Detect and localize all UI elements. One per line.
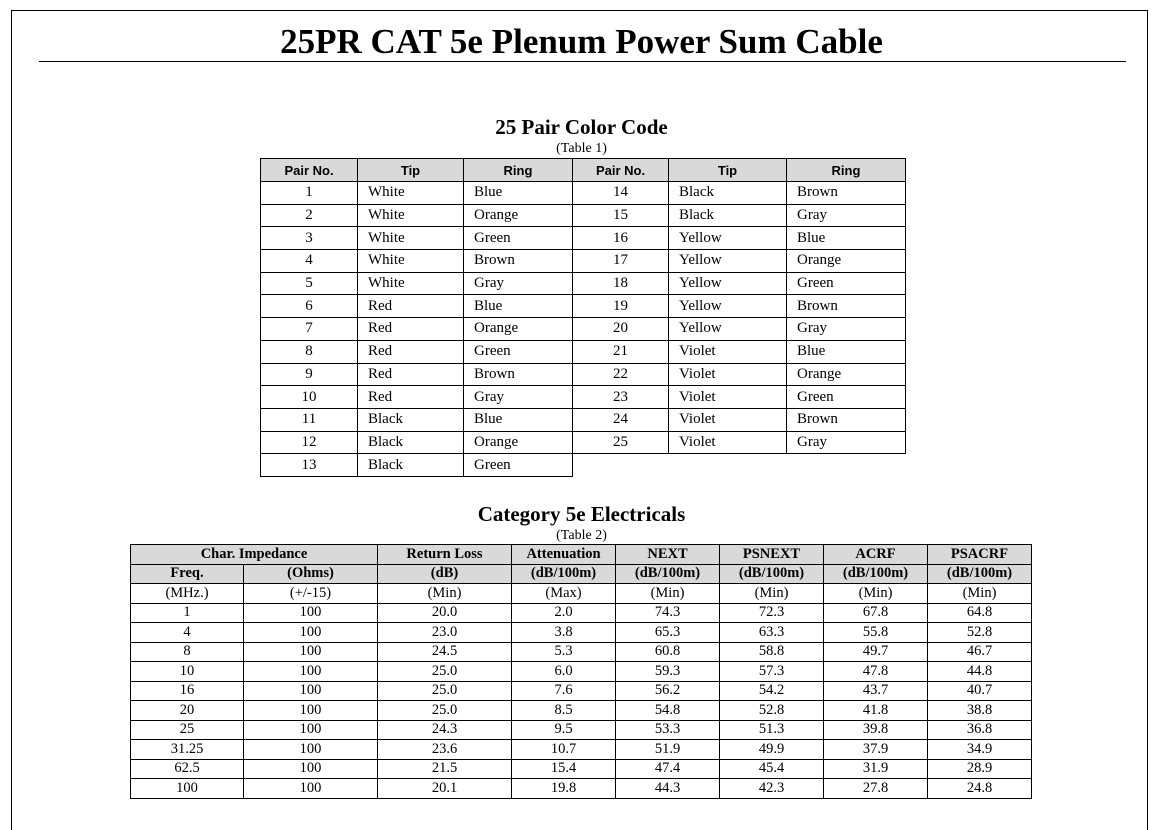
header-ring: Ring (787, 159, 906, 182)
pair-number: 11 (261, 408, 358, 431)
color-code-subtitle: (Table 1) (556, 141, 607, 156)
table-row (261, 295, 906, 318)
unit-header: (dB/100m) (616, 564, 720, 584)
empty-cell (573, 454, 669, 477)
ring-color: Orange (464, 204, 573, 227)
table-cell: 24.3 (378, 720, 512, 740)
table-cell: 31.9 (824, 759, 928, 779)
table-cell: 49.7 (824, 642, 928, 662)
unit-header: (dB) (378, 564, 512, 584)
ring-color: Blue (464, 295, 573, 318)
table-cell: 100 (244, 662, 378, 682)
table-cell: 54.8 (616, 701, 720, 721)
pair-number: 2 (261, 204, 358, 227)
table-cell: 39.8 (824, 720, 928, 740)
table-cell: 15.4 (512, 759, 616, 779)
table-cell: 41.8 (824, 701, 928, 721)
tip-color: Violet (669, 431, 787, 454)
ring-color: Brown (464, 363, 573, 386)
header-tip: Tip (358, 159, 464, 182)
header-ring: Ring (464, 159, 573, 182)
table-cell: 72.3 (720, 603, 824, 623)
table-cell: 52.8 (720, 701, 824, 721)
table-cell: 100 (131, 779, 244, 799)
ring-color: Orange (464, 318, 573, 341)
table-cell: 4 (131, 623, 244, 643)
header-acrf: ACRF (824, 545, 928, 565)
tip-color: Red (358, 295, 464, 318)
table-cell: 27.8 (824, 779, 928, 799)
ring-color: Green (787, 386, 906, 409)
tip-color: Red (358, 318, 464, 341)
unit-header: Freq. (131, 564, 244, 584)
pair-number: 16 (573, 227, 669, 250)
table-cell: 45.4 (720, 759, 824, 779)
table-cell: 2.0 (512, 603, 616, 623)
table-cell: 37.9 (824, 740, 928, 760)
table-cell: 65.3 (616, 623, 720, 643)
unit-header: (dB/100m) (928, 564, 1032, 584)
document-title: 25PR CAT 5e Plenum Power Sum Cable (280, 22, 883, 61)
header-pair-no: Pair No. (573, 159, 669, 182)
ring-color: Orange (464, 431, 573, 454)
header-tip: Tip (669, 159, 787, 182)
ring-color: Green (464, 454, 573, 477)
table-cell: 23.0 (378, 623, 512, 643)
table-cell: 62.5 (131, 759, 244, 779)
table-row (131, 623, 1032, 643)
table-row (131, 759, 1032, 779)
header-pair-no: Pair No. (261, 159, 358, 182)
tip-color: Yellow (669, 272, 787, 295)
table-cell: 56.2 (616, 681, 720, 701)
table-cell: 9.5 (512, 720, 616, 740)
table-cell: 10.7 (512, 740, 616, 760)
ring-color: Gray (787, 204, 906, 227)
ring-color: Blue (787, 340, 906, 363)
table-cell: 38.8 (928, 701, 1032, 721)
tip-color: Black (358, 454, 464, 477)
table-cell: 23.6 (378, 740, 512, 760)
tip-color: White (358, 272, 464, 295)
qualifier-cell: (Min) (824, 584, 928, 604)
qualifier-cell: (Min) (928, 584, 1032, 604)
table-row (261, 386, 906, 409)
tip-color: Black (669, 204, 787, 227)
table-cell: 19.8 (512, 779, 616, 799)
tip-color: Yellow (669, 227, 787, 250)
unit-header: (dB/100m) (512, 564, 616, 584)
table-row (131, 740, 1032, 760)
table-cell: 40.7 (928, 681, 1032, 701)
pair-number: 6 (261, 295, 358, 318)
table-row (131, 642, 1032, 662)
header-psacrf: PSACRF (928, 545, 1032, 565)
pair-number: 5 (261, 272, 358, 295)
pair-number: 12 (261, 431, 358, 454)
pair-number: 22 (573, 363, 669, 386)
table-cell: 34.9 (928, 740, 1032, 760)
empty-cell (669, 454, 787, 477)
table-cell: 51.9 (616, 740, 720, 760)
title-divider (39, 61, 1126, 62)
table-cell: 31.25 (131, 740, 244, 760)
ring-color: Gray (787, 318, 906, 341)
table-cell: 100 (244, 623, 378, 643)
color-code-table (260, 158, 906, 477)
table-row (261, 408, 906, 431)
pair-number: 17 (573, 250, 669, 273)
table-row (131, 681, 1032, 701)
unit-header: (Ohms) (244, 564, 378, 584)
tip-color: Yellow (669, 318, 787, 341)
table-cell: 47.8 (824, 662, 928, 682)
table-row (261, 431, 906, 454)
pair-number: 13 (261, 454, 358, 477)
header-return-loss: Return Loss (378, 545, 512, 565)
ring-color: Brown (787, 295, 906, 318)
qualifier-cell: (+/-15) (244, 584, 378, 604)
table-cell: 55.8 (824, 623, 928, 643)
table-cell: 46.7 (928, 642, 1032, 662)
table-cell: 100 (244, 720, 378, 740)
header-attenuation: Attenuation (512, 545, 616, 565)
table-cell: 25 (131, 720, 244, 740)
table-cell: 59.3 (616, 662, 720, 682)
table-cell: 100 (244, 740, 378, 760)
table-row (131, 662, 1032, 682)
pair-number: 25 (573, 431, 669, 454)
ring-color: Brown (787, 408, 906, 431)
electricals-title: Category 5e Electricals (477, 502, 686, 526)
table-row (131, 603, 1032, 623)
unit-header: (dB/100m) (720, 564, 824, 584)
pair-number: 14 (573, 182, 669, 205)
header-psnext: PSNEXT (720, 545, 824, 565)
table-cell: 54.2 (720, 681, 824, 701)
pair-number: 3 (261, 227, 358, 250)
header-char-impedance: Char. Impedance (131, 545, 378, 565)
pair-number: 19 (573, 295, 669, 318)
tip-color: White (358, 182, 464, 205)
table-row (261, 182, 906, 205)
electricals-header-row (131, 545, 1032, 565)
table-cell: 20.1 (378, 779, 512, 799)
table-row (131, 701, 1032, 721)
table-cell: 64.8 (928, 603, 1032, 623)
tip-color: Violet (669, 340, 787, 363)
table-cell: 7.6 (512, 681, 616, 701)
table-cell: 51.3 (720, 720, 824, 740)
tip-color: Yellow (669, 295, 787, 318)
ring-color: Orange (787, 250, 906, 273)
qualifier-cell: (MHz.) (131, 584, 244, 604)
tip-color: Red (358, 340, 464, 363)
qualifier-cell: (Min) (720, 584, 824, 604)
table-cell: 100 (244, 779, 378, 799)
color-code-header-row (261, 159, 906, 182)
electricals-table (130, 544, 1032, 799)
pair-number: 7 (261, 318, 358, 341)
pair-number: 9 (261, 363, 358, 386)
table-cell: 63.3 (720, 623, 824, 643)
table-cell: 60.8 (616, 642, 720, 662)
ring-color: Blue (787, 227, 906, 250)
table-cell: 20.0 (378, 603, 512, 623)
tip-color: Violet (669, 363, 787, 386)
ring-color: Green (464, 227, 573, 250)
table-row (261, 363, 906, 386)
table-cell: 67.8 (824, 603, 928, 623)
table-cell: 100 (244, 603, 378, 623)
electricals-subtitle: (Table 2) (556, 528, 607, 543)
electricals-qualifier-row (131, 584, 1032, 604)
pair-number: 4 (261, 250, 358, 273)
table-cell: 53.3 (616, 720, 720, 740)
table-row (261, 340, 906, 363)
table-cell: 57.3 (720, 662, 824, 682)
ring-color: Green (787, 272, 906, 295)
table-cell: 21.5 (378, 759, 512, 779)
table-cell: 28.9 (928, 759, 1032, 779)
tip-color: Black (358, 408, 464, 431)
tip-color: Red (358, 386, 464, 409)
table-cell: 16 (131, 681, 244, 701)
table-cell: 49.9 (720, 740, 824, 760)
qualifier-cell: (Min) (378, 584, 512, 604)
tip-color: White (358, 204, 464, 227)
table-cell: 24.8 (928, 779, 1032, 799)
pair-number: 24 (573, 408, 669, 431)
pair-number: 15 (573, 204, 669, 227)
table-cell: 3.8 (512, 623, 616, 643)
electricals-units-row (131, 564, 1032, 584)
unit-header: (dB/100m) (824, 564, 928, 584)
table-cell: 44.8 (928, 662, 1032, 682)
tip-color: Black (358, 431, 464, 454)
qualifier-cell: (Min) (616, 584, 720, 604)
table-row (261, 454, 906, 477)
table-cell: 6.0 (512, 662, 616, 682)
tip-color: Red (358, 363, 464, 386)
table-cell: 43.7 (824, 681, 928, 701)
tip-color: Black (669, 182, 787, 205)
table-cell: 1 (131, 603, 244, 623)
table-cell: 25.0 (378, 681, 512, 701)
ring-color: Gray (787, 431, 906, 454)
table-cell: 36.8 (928, 720, 1032, 740)
table-cell: 100 (244, 681, 378, 701)
pair-number: 1 (261, 182, 358, 205)
table-cell: 25.0 (378, 701, 512, 721)
ring-color: Orange (787, 363, 906, 386)
pair-number: 8 (261, 340, 358, 363)
tip-color: White (358, 227, 464, 250)
ring-color: Brown (464, 250, 573, 273)
empty-cell (787, 454, 906, 477)
table-row (261, 204, 906, 227)
table-cell: 47.4 (616, 759, 720, 779)
table-row (131, 779, 1032, 799)
table-row (131, 720, 1032, 740)
qualifier-cell: (Max) (512, 584, 616, 604)
ring-color: Gray (464, 386, 573, 409)
ring-color: Blue (464, 182, 573, 205)
pair-number: 10 (261, 386, 358, 409)
table-cell: 20 (131, 701, 244, 721)
tip-color: Violet (669, 386, 787, 409)
table-row (261, 272, 906, 295)
table-cell: 100 (244, 642, 378, 662)
table-row (261, 250, 906, 273)
table-cell: 52.8 (928, 623, 1032, 643)
table-cell: 74.3 (616, 603, 720, 623)
ring-color: Brown (787, 182, 906, 205)
ring-color: Green (464, 340, 573, 363)
table-cell: 42.3 (720, 779, 824, 799)
pair-number: 23 (573, 386, 669, 409)
tip-color: Yellow (669, 250, 787, 273)
pair-number: 21 (573, 340, 669, 363)
ring-color: Blue (464, 408, 573, 431)
table-cell: 10 (131, 662, 244, 682)
table-cell: 44.3 (616, 779, 720, 799)
tip-color: Violet (669, 408, 787, 431)
table-cell: 25.0 (378, 662, 512, 682)
header-next: NEXT (616, 545, 720, 565)
table-cell: 5.3 (512, 642, 616, 662)
table-cell: 8 (131, 642, 244, 662)
table-cell: 100 (244, 759, 378, 779)
pair-number: 18 (573, 272, 669, 295)
table-cell: 100 (244, 701, 378, 721)
color-code-title: 25 Pair Color Code (495, 115, 668, 139)
ring-color: Gray (464, 272, 573, 295)
tip-color: White (358, 250, 464, 273)
table-row (261, 227, 906, 250)
table-cell: 8.5 (512, 701, 616, 721)
table-row (261, 318, 906, 341)
table-cell: 58.8 (720, 642, 824, 662)
table-cell: 24.5 (378, 642, 512, 662)
pair-number: 20 (573, 318, 669, 341)
